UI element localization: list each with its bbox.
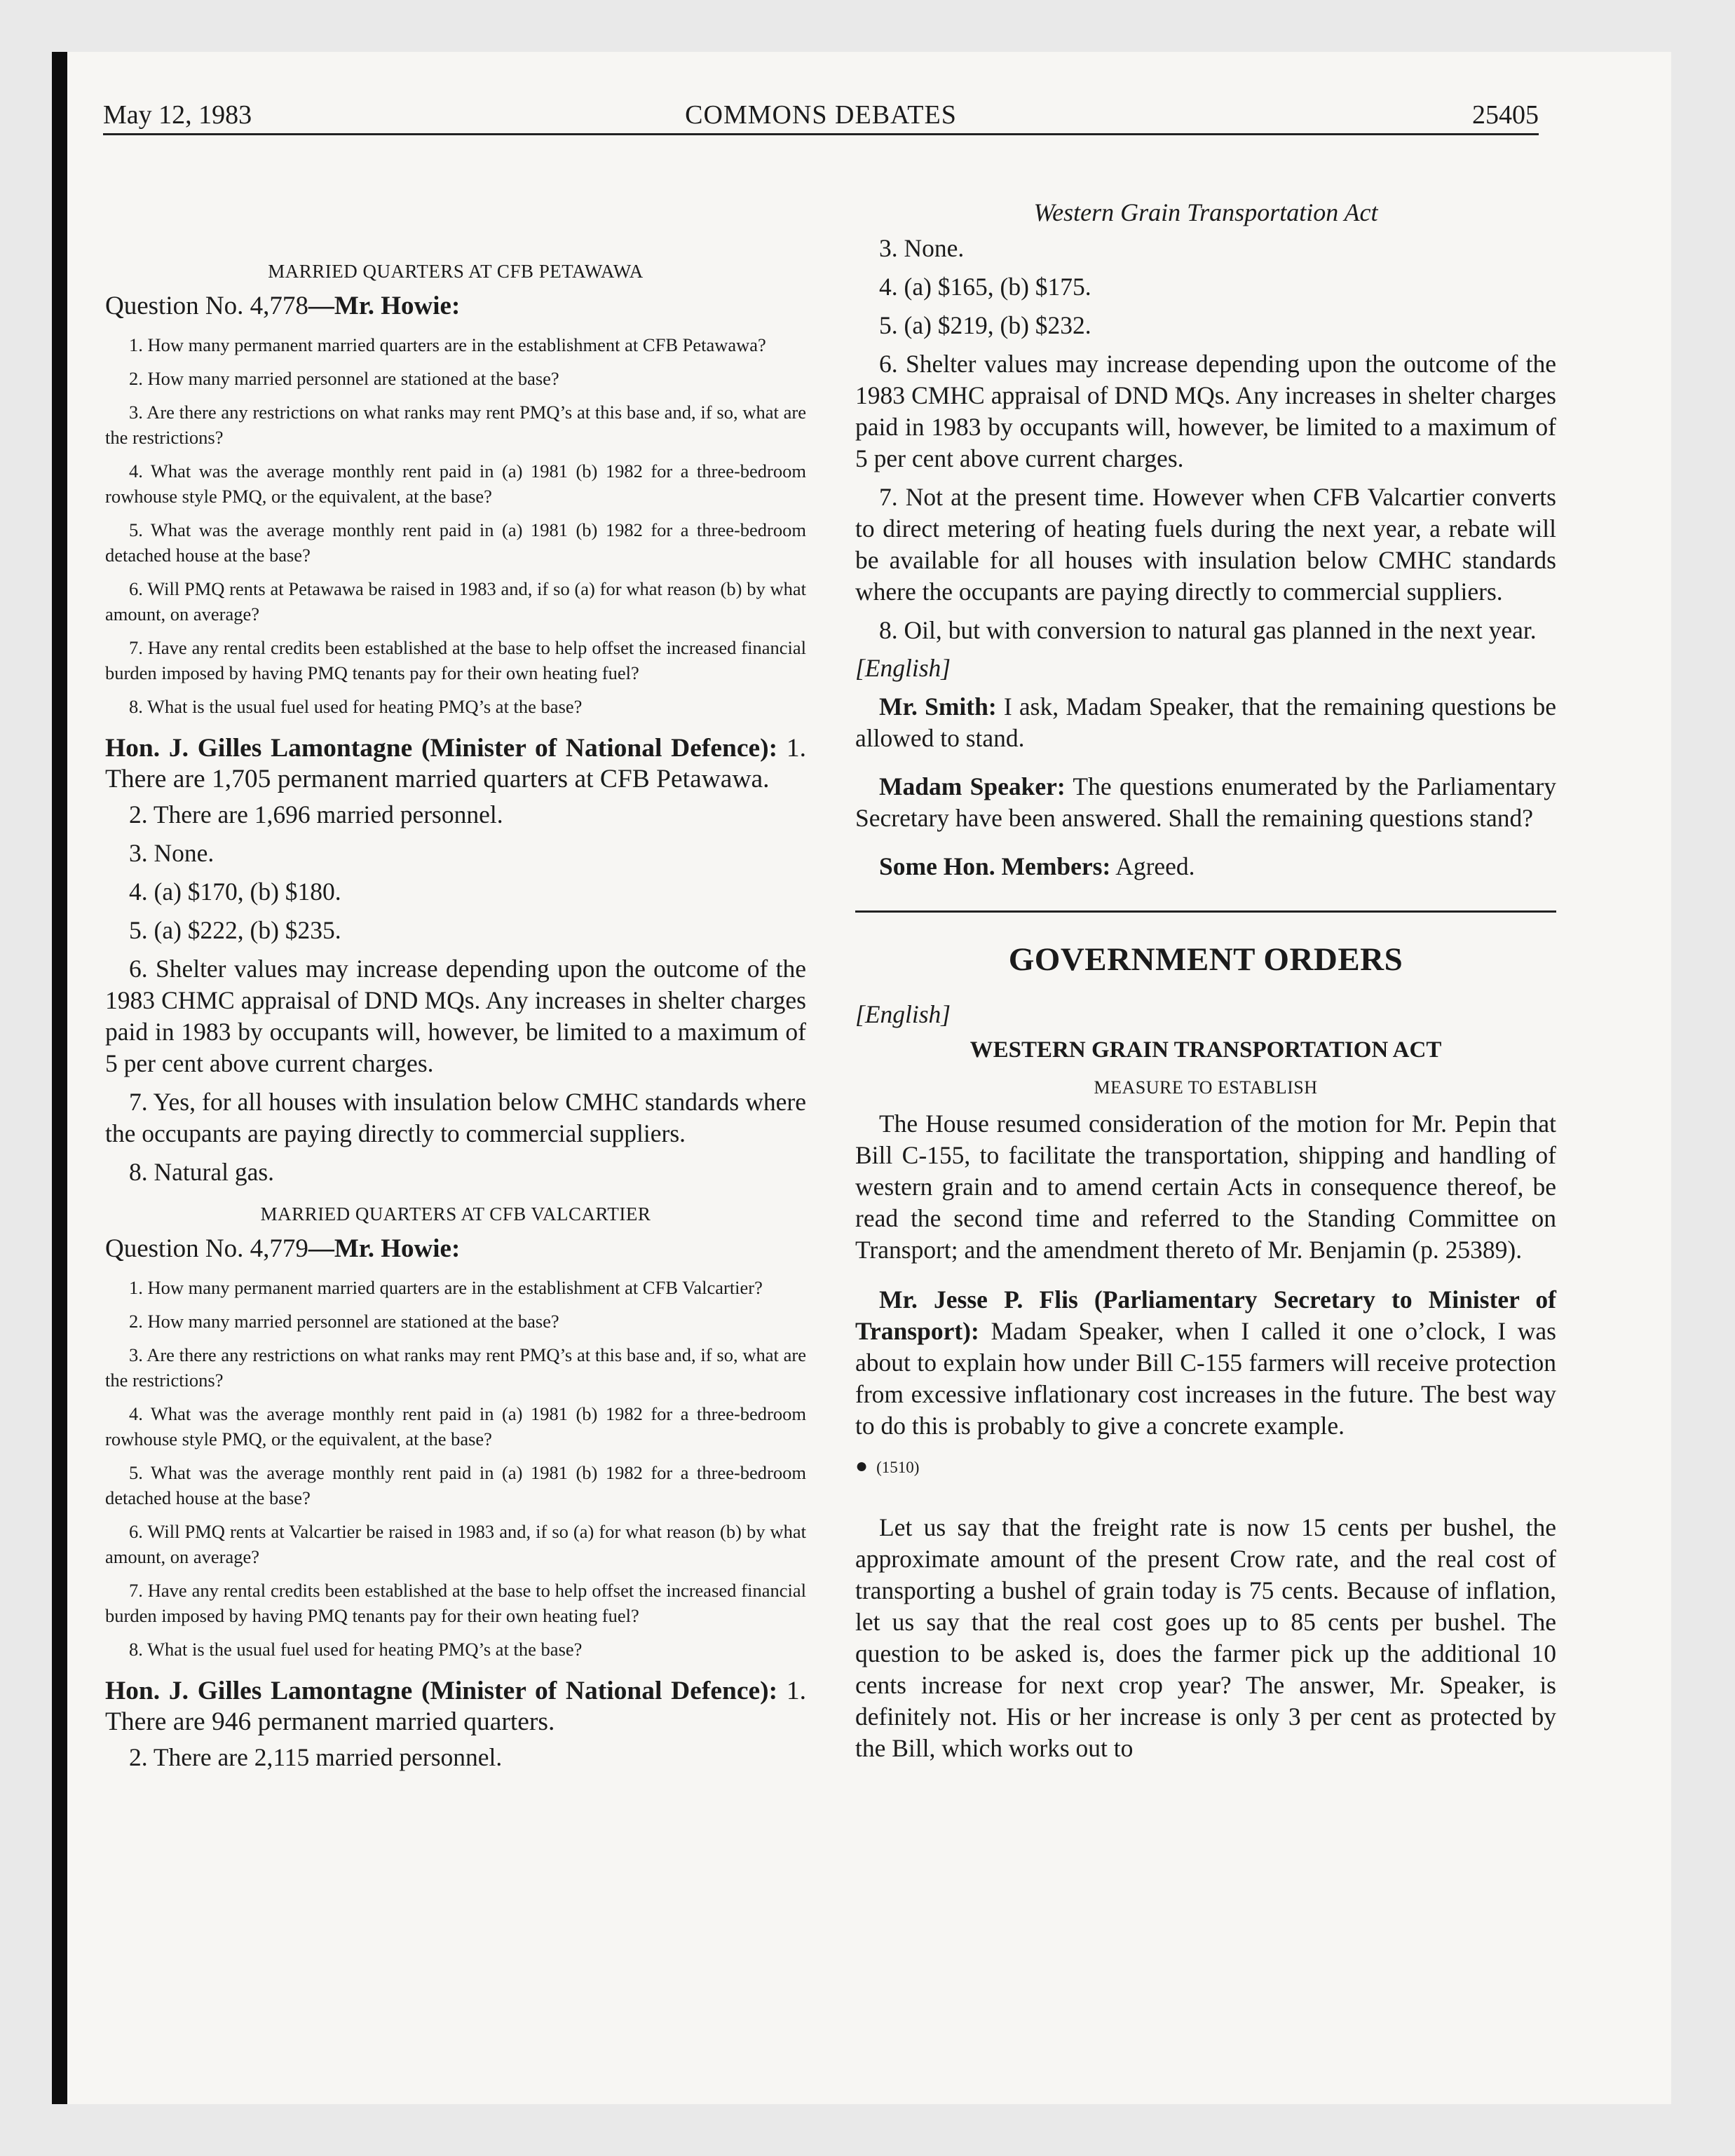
right-column	[855, 140, 1556, 1771]
act-title: WESTERN GRAIN TRANSPORTATION ACT	[969, 1037, 1442, 1063]
time-stamp: (1510)	[876, 1459, 920, 1476]
answer-speaker: Hon. J. Gilles Lamontagne (Minister of National Defence):	[105, 734, 778, 763]
question-item: 7. Have any rental credits been established at the base to help offset the increased financial burden imposed by having PMQ tenants pay for their own heating fuel?	[105, 1580, 806, 1626]
question-item: 2. How many married personnel are stationed at the base?	[129, 1311, 559, 1332]
answer-item: 5. (a) $219, (b) $232.	[879, 311, 1091, 339]
speaker-name: Madam Speaker:	[879, 772, 1066, 800]
question-item: 4. What was the average monthly rent paid in (a) 1981 (b) 1982 for a three-bedroom rowhouse style PMQ, or the equivalent, at the base?	[105, 1403, 806, 1449]
answer-heading-4778	[105, 733, 806, 795]
question-member: —Mr. Howie:	[308, 292, 461, 320]
answer-item: 6. Shelter values may increase depending upon the outcome of the 1983 CHMC appraisal of DND MQs. Any increases in shelter charges paid in 1983 by occupants will, however, be limited to a maximum of 5 per cent above current charges.	[105, 955, 806, 1077]
answer-item: 4. (a) $170, (b) $180.	[129, 878, 341, 906]
speech-flis	[855, 1284, 1556, 1442]
answer-item: 6. Shelter values may increase depending upon the outcome of the 1983 CMHC appraisal of DND MQs. Any increases in shelter charges paid in 1983 by occupants will, however, be limited to a maximum of 5 per cent above current charges.	[855, 350, 1556, 472]
answer-item: 8. Oil, but with conversion to natural gas planned in the next year.	[879, 616, 1537, 644]
question-member: —Mr. Howie:	[308, 1234, 461, 1263]
answer-item: 7. Not at the present time. However when CFB Valcartier converts to direct metering of heating fuels during the next year, a rebate will be available for all houses with insulation below CMHC standards where the occupants are paying directly to commercial suppliers.	[855, 483, 1556, 606]
caption-petawawa: MARRIED QUARTERS AT CFB PETAWAWA	[268, 261, 644, 282]
time-marker	[855, 1454, 1556, 1478]
running-title: Western Grain Transportation Act	[1033, 198, 1378, 226]
answer-list-4778	[105, 799, 806, 1188]
bullet-icon: ●	[855, 1454, 869, 1478]
answer-item: 2. There are 1,696 married personnel.	[129, 800, 503, 828]
question-list-4779	[105, 1275, 806, 1662]
question-item: 3. Are there any restrictions on what ranks may rent PMQ’s at this base and, if so, what are the restrictions?	[105, 1344, 806, 1391]
question-item: 8. What is the usual fuel used for heating PMQ’s at the base?	[129, 696, 583, 717]
speech-text: I ask, Madam Speaker, that the remaining questions be allowed to stand.	[855, 692, 1556, 752]
speech-text: Madam Speaker, when I called it one o’clock, I was about to explain how under Bill C-155 farmers will receive protection from excessive inflationary cost increases in the future. The best way to do this is probably to give a concrete example.	[855, 1317, 1556, 1440]
answer-item: 8. Natural gas.	[129, 1158, 275, 1186]
question-item: 3. Are there any restrictions on what ranks may rent PMQ’s at this base and, if so, what are the restrictions?	[105, 402, 806, 448]
speaker-name: Mr. Smith:	[879, 692, 997, 721]
paragraph-resumed: The House resumed consideration of the motion for Mr. Pepin that Bill C-155, to facilitate the transportation, shipping and handling of western grain and to amend certain Acts in consequence thereof, be read the second time and referred to the Standing Committee on Transport; and the amendment thereto of Mr. Benjamin (p. 25389).	[855, 1110, 1556, 1264]
question-item: 4. What was the average monthly rent paid in (a) 1981 (b) 1982 for a three-bedroom rowhouse style PMQ, or the equivalent, at the base?	[105, 460, 806, 507]
header-page-number: 25405	[1472, 100, 1539, 130]
question-item: 7. Have any rental credits been established at the base to help offset the increased financial burden imposed by having PMQ tenants pay for their own heating fuel?	[105, 637, 806, 683]
left-spacer	[105, 140, 806, 245]
answer-item: 3. None.	[129, 839, 215, 867]
question-item: 5. What was the average monthly rent paid in (a) 1981 (b) 1982 for a three-bedroom detached house at the base?	[105, 519, 806, 566]
speaker-name: Mr. Jesse P. Flis (Parliamentary Secretary to Minister of Transport):	[855, 1285, 1556, 1345]
question-number: Question No. 4,779	[105, 1234, 308, 1263]
question-list-4778	[105, 332, 806, 719]
answer-item: 4. (a) $165, (b) $175.	[879, 273, 1091, 301]
section-divider	[855, 910, 1556, 913]
paragraph-example: Let us say that the freight rate is now 15 cents per bushel, the approximate amount of the present Crow rate, and the real cost of transporting a bushel of grain today is 75 cents. Because of inflation, let us say that the real cost goes up to 85 cents per bushel. The question to be asked is, does the farmer pick up the additional 10 cents increase for next crop year? The answer, Mr. Speaker, is definitely not. His or her increase is only 3 per cent as protected by the Bill, which works out to	[855, 1513, 1556, 1762]
section-title: GOVERNMENT ORDERS	[1008, 941, 1403, 978]
answer-continuation-4779	[855, 233, 1556, 646]
answer-speaker: Hon. J. Gilles Lamontagne (Minister of National Defence):	[105, 1677, 778, 1705]
question-item: 5. What was the average monthly rent paid in (a) 1981 (b) 1982 for a three-bedroom detached house at the base?	[105, 1462, 806, 1508]
question-heading-4778	[105, 291, 806, 321]
act-subtitle: MEASURE TO ESTABLISH	[1094, 1077, 1318, 1098]
answer-item: 3. None.	[879, 234, 965, 262]
speech-members	[855, 851, 1556, 882]
answer-heading-4779	[105, 1676, 806, 1738]
speech-smith	[855, 691, 1556, 754]
question-item: 6. Will PMQ rents at Valcartier be raised in 1983 and, if so (a) for what reason (b) by what amount, on average?	[105, 1521, 806, 1567]
answer-item: 2. There are 2,115 married personnel.	[129, 1743, 503, 1771]
question-item: 8. What is the usual fuel used for heating PMQ’s at the base?	[129, 1639, 583, 1660]
question-number: Question No. 4,778	[105, 292, 308, 320]
answer-first: 1. There are 946 permanent married quarters.	[105, 1677, 806, 1736]
question-item: 2. How many married personnel are stationed at the base?	[129, 368, 559, 389]
left-column	[105, 140, 806, 1780]
speaker-name: Some Hon. Members:	[879, 852, 1111, 880]
answer-first: 1. There are 1,705 permanent married quarters at CFB Petawawa.	[105, 734, 806, 793]
speech-text: The questions enumerated by the Parliamentary Secretary have been answered. Shall the remaining questions stand?	[855, 772, 1556, 832]
speech-text: Agreed.	[1110, 852, 1195, 880]
question-heading-4779	[105, 1234, 806, 1264]
question-item: 6. Will PMQ rents at Petawawa be raised in 1983 and, if so (a) for what reason (b) by what amount, on average?	[105, 578, 806, 625]
header-date: May 12, 1983	[103, 100, 252, 130]
question-item: 1. How many permanent married quarters are in the establishment at CFB Valcartier?	[129, 1277, 763, 1298]
speech-madam-speaker	[855, 771, 1556, 834]
language-marker: [English]	[855, 1000, 951, 1028]
question-item: 1. How many permanent married quarters are in the establishment at CFB Petawawa?	[129, 334, 766, 355]
page-header	[103, 97, 1539, 135]
header-title: COMMONS DEBATES	[685, 100, 957, 130]
caption-valcartier: MARRIED QUARTERS AT CFB VALCARTIER	[260, 1203, 651, 1224]
answer-item: 7. Yes, for all houses with insulation below CMHC standards where the occupants are paying directly to commercial suppliers.	[105, 1088, 806, 1147]
language-marker: [English]	[855, 654, 951, 682]
answer-item: 5. (a) $222, (b) $235.	[129, 916, 341, 944]
